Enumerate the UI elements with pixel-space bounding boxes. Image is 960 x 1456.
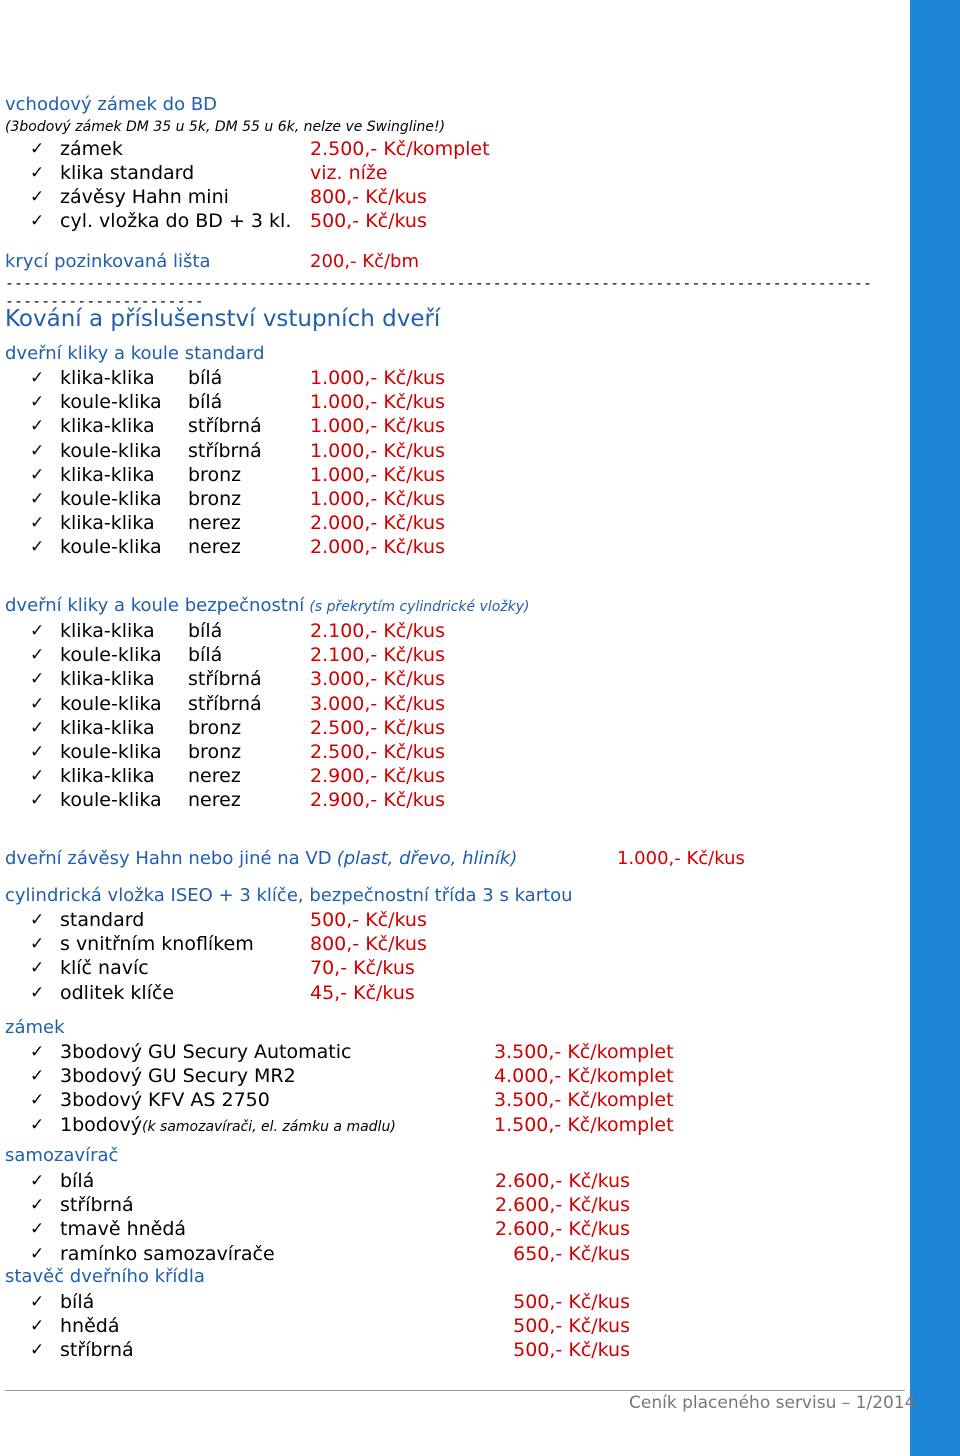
- checkmark-icon: ✓: [30, 1219, 45, 1240]
- handle-color: bronz: [188, 488, 242, 510]
- footer-label: Ceník placeného servisu – 1/2014: [629, 1393, 916, 1413]
- lock-item-note: (k samozavírači, el. zámku a madlu): [142, 1118, 396, 1135]
- lock-item-price: 3.500,- Kč/komplet: [494, 1089, 674, 1112]
- handle-color: nerez: [188, 536, 241, 559]
- closer-item-price: 2.600,- Kč/kus: [495, 1170, 630, 1192]
- checkmark-icon: ✓: [30, 211, 45, 231]
- handle-color: bílá: [188, 644, 223, 667]
- security-handles-heading-wrap: [5, 595, 529, 616]
- checkmark-icon: ✓: [30, 934, 45, 955]
- checkmark-icon: ✓: [30, 766, 45, 787]
- lock-item-name: 1bodový: [60, 1113, 142, 1136]
- checkmark-icon: ✓: [30, 163, 45, 183]
- handle-price: 1.000,- Kč/kus: [310, 463, 445, 486]
- stay-item-name: bílá: [60, 1291, 95, 1313]
- handle-color: stříbrná: [188, 439, 262, 462]
- handle-color: bronz: [188, 716, 242, 739]
- stay-item-name: stříbrná: [60, 1339, 134, 1362]
- handle-price: 2.500,- Kč/kus: [310, 716, 445, 739]
- cylinder-item-price: 500,- Kč/kus: [310, 909, 427, 931]
- handle-color: nerez: [188, 789, 241, 812]
- closer-item-price: 2.600,- Kč/kus: [495, 1194, 630, 1217]
- handle-type: koule-klika: [60, 789, 162, 812]
- checkmark-icon: ✓: [30, 717, 45, 738]
- handle-price: 3.000,- Kč/kus: [310, 668, 445, 691]
- checkmark-icon: ✓: [30, 464, 45, 485]
- checkmark-icon: ✓: [30, 513, 45, 534]
- handle-price: 1.000,- Kč/kus: [310, 415, 445, 438]
- checkmark-icon: ✓: [30, 537, 45, 558]
- right-accent-bar: [910, 0, 960, 1456]
- checkmark-icon: ✓: [30, 187, 45, 207]
- hinges-label: dveřní závěsy Hahn nebo jiné na VD: [5, 848, 332, 869]
- hinges-price: 1.000,- Kč/kus: [617, 848, 745, 869]
- handle-type: klika-klika: [60, 765, 155, 788]
- handle-price: 2.100,- Kč/kus: [310, 644, 445, 667]
- entry-lock-item-name: klika standard: [60, 162, 195, 184]
- handle-type: klika-klika: [60, 463, 155, 486]
- footer-divider: [5, 1390, 905, 1391]
- stay-heading: stavěč dveřního křídla: [5, 1266, 205, 1287]
- entry-lock-item-price: viz. níže: [310, 162, 388, 184]
- entry-lock-item-name: zámek: [60, 138, 123, 160]
- handle-type: koule-klika: [60, 488, 162, 510]
- handle-type: koule-klika: [60, 741, 162, 763]
- checkmark-icon: ✓: [30, 1340, 45, 1361]
- checkmark-icon: ✓: [30, 790, 45, 811]
- handle-type: koule-klika: [60, 391, 162, 414]
- checkmark-icon: ✓: [30, 669, 45, 690]
- entry-lock-title: vchodový zámek do BD: [5, 94, 218, 115]
- checkmark-icon: ✓: [30, 489, 45, 509]
- handle-type: klika-klika: [60, 512, 155, 535]
- closer-item-name: tmavě hnědá: [60, 1218, 187, 1241]
- cylinder-item-price: 800,- Kč/kus: [310, 933, 427, 956]
- checkmark-icon: ✓: [30, 392, 45, 413]
- handle-color: stříbrná: [188, 692, 262, 715]
- hinges-row: [5, 848, 517, 869]
- lock-heading: zámek: [5, 1017, 65, 1038]
- entry-lock-item-name: závěsy Hahn mini: [60, 186, 229, 208]
- entry-lock-item-name: cyl. vložka do BD + 3 kl.: [60, 210, 292, 232]
- cylinder-item-price: 70,- Kč/kus: [310, 957, 415, 980]
- closer-item-name: stříbrná: [60, 1194, 134, 1217]
- handle-price: 2.900,- Kč/kus: [310, 765, 445, 788]
- cylinder-item-price: 45,- Kč/kus: [310, 981, 415, 1004]
- stay-item-price: 500,- Kč/kus: [513, 1315, 630, 1338]
- strip-price: 200,- Kč/bm: [310, 251, 420, 272]
- handle-type: klika-klika: [60, 716, 155, 739]
- checkmark-icon: ✓: [30, 1090, 45, 1111]
- cylinder-item-name: odlitek klíče: [60, 981, 175, 1004]
- handle-price: 2.000,- Kč/kus: [310, 536, 445, 559]
- stay-item-name: hnědá: [60, 1315, 120, 1338]
- handle-price: 2.000,- Kč/kus: [310, 512, 445, 535]
- separator-line: ----------------------------------------------------------------------------------------------------------------------: [5, 274, 872, 310]
- checkmark-icon: ✓: [30, 958, 45, 979]
- lock-item-name: 3bodový GU Secury MR2: [60, 1065, 296, 1088]
- closer-item-price: 650,- Kč/kus: [513, 1242, 630, 1265]
- handle-type: koule-klika: [60, 644, 162, 667]
- handle-type: klika-klika: [60, 620, 155, 642]
- standard-handles-heading: dveřní kliky a koule standard: [5, 343, 265, 364]
- checkmark-icon: ✓: [30, 1243, 45, 1264]
- checkmark-icon: ✓: [30, 1042, 45, 1062]
- lock-item-price: 4.000,- Kč/komplet: [494, 1065, 674, 1088]
- checkmark-icon: ✓: [30, 621, 45, 641]
- lock-item-name: 3bodový GU Secury Automatic: [60, 1041, 352, 1063]
- handle-color: bronz: [188, 741, 242, 763]
- lock-item-price: 1.500,- Kč/komplet: [494, 1113, 674, 1136]
- handle-type: klika-klika: [60, 415, 155, 438]
- handle-type: klika-klika: [60, 668, 155, 691]
- handle-type: koule-klika: [60, 692, 162, 715]
- handle-type: klika-klika: [60, 367, 155, 389]
- checkmark-icon: ✓: [30, 416, 45, 437]
- checkmark-icon: ✓: [30, 645, 45, 666]
- checkmark-icon: ✓: [30, 368, 45, 388]
- handle-price: 1.000,- Kč/kus: [310, 391, 445, 414]
- hinges-note: (plast, dřevo, hliník): [336, 848, 518, 869]
- lock-item-name: 3bodový KFV AS 2750: [60, 1089, 270, 1112]
- handle-price: 3.000,- Kč/kus: [310, 692, 445, 715]
- entry-lock-item-price: 500,- Kč/kus: [310, 210, 427, 232]
- closer-heading: samozavírač: [5, 1145, 119, 1166]
- handle-color: bronz: [188, 463, 242, 486]
- handle-color: nerez: [188, 512, 241, 535]
- cylinder-item-name: klíč navíc: [60, 957, 149, 980]
- checkmark-icon: ✓: [30, 1066, 45, 1087]
- handle-type: koule-klika: [60, 439, 162, 462]
- entry-lock-item-price: 2.500,- Kč/komplet: [310, 138, 490, 160]
- stay-item-price: 500,- Kč/kus: [513, 1339, 630, 1362]
- stay-item-price: 500,- Kč/kus: [513, 1291, 630, 1313]
- handle-color: nerez: [188, 765, 241, 788]
- checkmark-icon: ✓: [30, 982, 45, 1003]
- checkmark-icon: ✓: [30, 1114, 45, 1135]
- handle-price: 2.500,- Kč/kus: [310, 741, 445, 763]
- checkmark-icon: ✓: [30, 1195, 45, 1216]
- entry-lock-note: (3bodový zámek DM 35 u 5k, DM 55 u 6k, nelze ve Swingline!): [5, 119, 446, 135]
- strip-label: krycí pozinkovaná lišta: [5, 251, 211, 272]
- handle-price: 1.000,- Kč/kus: [310, 488, 445, 510]
- checkmark-icon: ✓: [30, 910, 45, 930]
- closer-item-name: ramínko samozavírače: [60, 1242, 275, 1265]
- handle-color: stříbrná: [188, 415, 262, 438]
- closer-item-name: bílá: [60, 1170, 95, 1192]
- cylinder-item-name: standard: [60, 909, 145, 931]
- checkmark-icon: ✓: [30, 1316, 45, 1337]
- checkmark-icon: ✓: [30, 440, 45, 461]
- handle-color: bílá: [188, 367, 223, 389]
- handle-color: bílá: [188, 620, 223, 642]
- handle-price: 1.000,- Kč/kus: [310, 439, 445, 462]
- checkmark-icon: ✓: [30, 742, 45, 762]
- cylinder-item-name: s vnitřním knoflíkem: [60, 933, 254, 956]
- checkmark-icon: ✓: [30, 1171, 45, 1191]
- entry-lock-item-price: 800,- Kč/kus: [310, 186, 427, 208]
- closer-item-price: 2.600,- Kč/kus: [495, 1218, 630, 1241]
- cylinder-heading: cylindrická vložka ISEO + 3 klíče, bezpečnostní třída 3 s kartou: [5, 885, 573, 906]
- handle-price: 2.900,- Kč/kus: [310, 789, 445, 812]
- checkmark-icon: ✓: [30, 693, 45, 714]
- security-handles-note: (s překrytím cylindrické vložky): [309, 599, 530, 615]
- handle-price: 1.000,- Kč/kus: [310, 367, 445, 389]
- handle-price: 2.100,- Kč/kus: [310, 620, 445, 642]
- security-handles-heading: dveřní kliky a koule bezpečnostní: [5, 595, 305, 616]
- handle-color: stříbrná: [188, 668, 262, 691]
- handle-color: bílá: [188, 391, 223, 414]
- handle-type: koule-klika: [60, 536, 162, 559]
- checkmark-icon: ✓: [30, 1292, 45, 1312]
- checkmark-icon: ✓: [30, 139, 45, 159]
- section-title: Kování a příslušenství vstupních dveří: [5, 306, 441, 332]
- lock-item-price: 3.500,- Kč/komplet: [494, 1041, 674, 1063]
